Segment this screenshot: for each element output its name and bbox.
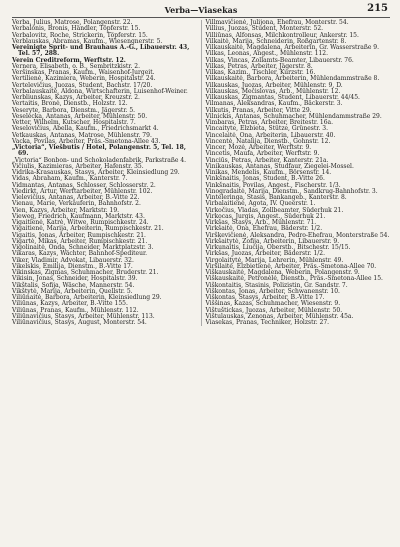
directory-entry: Virkunaitis, Liucija, Oberstb., Bitschestr. 15/15. bbox=[205, 244, 351, 251]
directory-entry: Vikštytė, Marija, Arbeiterin, Quellstr. 5. bbox=[12, 287, 133, 295]
directory-entry: Verbalauskaitė, Aldona, Wirtschafterin, Luisenhof-Weiner. bbox=[12, 87, 188, 95]
directory-entry: Vinkšnaitis, Povilas, Angest., Fischerstr. 1/3. bbox=[205, 181, 341, 189]
directory-entry: Virškevičienė, Aleksandra, Pedro-Ehefrau, Monterstraße 54. bbox=[205, 231, 390, 239]
directory-entry: Verba, Julius, Matrose, Polangenstr. 22. bbox=[12, 19, 133, 26]
directory-entry: Viliūnavičius, Stasys, August, Monterstr. 54. bbox=[12, 319, 147, 326]
directory-entry: Vilkas, Kazim., Tischler, Kurzstr. 16. bbox=[205, 69, 316, 76]
directory-entry: Vilkauskaitė, Magdalena, Arbeiterin, Gr. Wasserstraße 9. bbox=[205, 44, 380, 51]
directory-entry: Vilkas, Petras, Arbeiter, Jägerstr. 8. bbox=[205, 62, 313, 70]
directory-entry: Virkšas, Juozas, Arbeiter, Bäderstr. 1/2. bbox=[205, 250, 326, 258]
directory-entry: Vimbaras, Petras, Arbeiter, Breitestr. 16a. bbox=[205, 119, 333, 126]
directory-entry: Vinikauskas, Antanas, Studfaur, Ziegelei-Mossel. bbox=[205, 162, 354, 170]
directory-entry: Vieweg, Friedrich, Kaufmann, Marktstr. 43. bbox=[12, 212, 145, 220]
directory-entry: Vilkauskas, Zigmantas, Student, Libauerstr. 44/45. bbox=[205, 94, 360, 101]
directory-entry: Verbalonis, Bronis, Händler, Töpferstr. 15. bbox=[12, 25, 141, 33]
directory-entry: Virkšaitytė, Zofija, Arbeiterin, Libauerstr. 9. bbox=[205, 237, 340, 245]
directory-entry: Vigaitienė, Katrė, Witwe, Rumpischkestr. 24. bbox=[12, 219, 149, 226]
directory-entry: Vetkauskas, Antanas, Matrose, Mühlenstr. 79. bbox=[12, 131, 152, 139]
directory-entry-business: Verein Creditreform, Werftstr. 12. bbox=[12, 56, 126, 64]
right-column bbox=[201, 20, 391, 326]
directory-entry: Vertelevičius, Juozas, Student, Bachstr. 17/20. bbox=[12, 81, 153, 89]
directory-entry: Vinteleringa, Stasis, Bankangeb., Kanterstr. 8. bbox=[205, 194, 347, 201]
page-header bbox=[12, 5, 390, 16]
directory-entry: Vigaitienė, Marija, Arbeiterin, Rumpischkestr. 21. bbox=[12, 225, 164, 233]
directory-entry: Vinkšnaitis, Jonas, Student, B.-Vitte 26. bbox=[205, 175, 325, 183]
directory-entry: Vienau, Marie, Verkäuferin, Bahnhofstr. 2. bbox=[12, 200, 141, 208]
directory-entry: Vidas, Abraham, Kaufm., Kanterstr. 7. bbox=[12, 175, 128, 183]
running-head: Verba—Viasekas bbox=[164, 5, 238, 15]
directory-entry: Vernera, Elisabeth, o. B., Sembritzkistr. 2. bbox=[12, 62, 141, 70]
directory-entry: Villiūnas, Alfonsas, Milchkontrolleur, Ankerstr. 15. bbox=[205, 31, 359, 39]
directory-entry: Vilkauskaitė, Barbora, Arbeiterin, Mühlendammstraße 8. bbox=[205, 75, 380, 83]
directory-entry: Veselecka, Antanas, Arbeiter, Mühlenstr. 50. bbox=[12, 112, 148, 120]
directory-entry: Vigolinaitė, Onda, Schneider, Marktplatzstr. 3. bbox=[12, 244, 154, 251]
directory-entry: Vičiulis, Kazimieras, Arbeiter, Hafenstr. 35. bbox=[12, 162, 144, 170]
directory-entry-business: Vereinigte Sprit- und Brauhaus A.-G., Libauerstr. 43, Tel. 57, 288. bbox=[12, 44, 190, 58]
directory-entry: Vilkas, Leonas, Angest., Mühlenstr. 112. bbox=[205, 50, 329, 58]
left-column bbox=[12, 20, 197, 326]
page-number: 215 bbox=[367, 3, 388, 14]
directory-entry: Viškauskaitė, Magdalena, Weberin, Polangenstr. 9. bbox=[205, 269, 360, 276]
directory-entry: Vigaitis, Jonas, Arbeiter, Rumpischkestr. 21. bbox=[12, 231, 146, 239]
directory-entry: Vigartė, Mikas, Arbeiter, Rumpischkestr. 21. bbox=[12, 237, 148, 245]
directory-entry: Viasekas, Pranas, Techniker, Holzstr. 27. bbox=[205, 319, 330, 326]
directory-entry: Vincaityte, Elzbieta, Stütze, Grünestr. 3. bbox=[205, 125, 329, 133]
directory-entry: Vinciūs, Petras, Arbeiter, Kanterstr. 21a. bbox=[205, 156, 329, 164]
directory-entry: Vikaras, Kazys, Wächter, Bahnhof-Spediteur. bbox=[12, 250, 148, 258]
directory-entry: Verbliunskas, Kazys, Arbeiter, Kreuzstr. 2. bbox=[12, 94, 140, 101]
directory-entry: Vertilienė, Kazimiera, Weberin, Hospitalstr. 24. bbox=[12, 75, 156, 83]
directory-entry: Viškontas, Jonas, Arbeiter, Schwanenstr. 10. bbox=[205, 287, 340, 295]
directory-entry: „Victoria“ Bonbon- und Schokoladenfabrik, Parkstraße 4. bbox=[12, 156, 187, 164]
directory-entry: Vikinskas, Zigmas, Schuhmacher, Bruderstr. 21. bbox=[12, 269, 159, 276]
directory-entry: Viker, Vladimir, Advokat, Libauerstr. 32. bbox=[12, 256, 134, 264]
directory-entry: Vincetis, Maufa, Arbeiter, Werftstr. 9. bbox=[205, 150, 320, 158]
directory-entry: Veseryte, Barbora, Dienstm., Jägerstr. 5. bbox=[12, 106, 136, 114]
directory-entry: Vištuštickas, Juozas, Arbeiter, Mühlenstr. 50. bbox=[205, 306, 343, 314]
directory-entry: Vincentė, Natalija, Dienstb., Gohnstr. 12. bbox=[205, 137, 331, 145]
directory-entry: Virkocas, Jurgis, Angest., Süderhuk 21. bbox=[205, 212, 326, 220]
directory-entry: Vilmanas, Aleksandras, Kaufm., Bäckerstr. 3. bbox=[205, 100, 343, 108]
directory-entry: Vacka, Povilas, Arbeiter, Präs.-Smetona-Allee 43. bbox=[12, 137, 161, 145]
directory-entry: Vinogradaitė, Marija, Dienstm., Sandkrug-Bahnhofstr. 3. bbox=[205, 187, 378, 195]
directory-entry: Vertaitis, Bronė, Dienstb., Holzstr. 12. bbox=[12, 100, 128, 108]
directory-entry: Viliūnas, Pranas, Kaufm., Mühlenstr. 112. bbox=[12, 306, 139, 314]
directory-entry: Viliūnaitė, Barbora, Arbeiterin, Kleinsiedlung 29. bbox=[12, 294, 162, 301]
directory-entry: Vincelaitė, Ona, Arbeiterin, Libauerstr. 40. bbox=[205, 131, 336, 139]
directory-entry: Vilkutis, Pranas, Arbeiter, Vitte 29. bbox=[205, 106, 312, 114]
directory-entry: Viškontas, Stasys, Arbeiter, B.-Vitte 17. bbox=[205, 294, 325, 301]
header-rule bbox=[12, 17, 390, 18]
directory-entry: Viškontaitis, Stasinis, Polizistin, Gr. Sandstr. 7. bbox=[205, 281, 348, 289]
directory-entry: Vikisin, Jonas, Schneider, Hospitalstr. 39. bbox=[12, 275, 138, 283]
directory-entry: Viššinas, Kazas, Schuhmacher, Wiesenstr. 9. bbox=[205, 300, 341, 308]
directory-entry: Virkšaitė, Ona, Ehefrau, Bäderstr. 1/2. bbox=[205, 225, 323, 233]
directory-entry: Vilkauskas, Mečislovas, Arb., Mühlenstr. 12. bbox=[205, 87, 341, 95]
directory-entry: Verbalovitz, Roche, Strickerin, Töpferstr. 15. bbox=[12, 31, 148, 39]
directory-entry: Verblauskas, Abramas, Kaufm., Wiesengnerstr. 5. bbox=[12, 37, 163, 45]
directory-entry: Vetter, Wilhelm, Kutscher, Hospitalstr. 7. bbox=[12, 119, 136, 126]
directory-entry: Vidrika-Krasauskas, Stasys, Arbeiter, Kleinsiedlung 29. bbox=[12, 169, 180, 176]
directory-entry: Veselovičius, Abella, Kaufm., Friedrichsmarkt 4. bbox=[12, 125, 159, 133]
directory-entry: Vikelskis, Emilija, Dienstm., B.-Vitte 17. bbox=[12, 262, 133, 270]
directory-entry: Viršilaitė, Elzbietienė, Arbeiter, Präs.-Smetona-Allee 70. bbox=[205, 262, 377, 270]
directory-entry: Vilkaitė, Marija, Schneiderin, Roßgartenstr. 8. bbox=[205, 37, 347, 45]
directory-entry: Vikštalis, Sofija, Wäsche, Mannerstr. 54. bbox=[12, 281, 135, 289]
directory-entry: Vien, Kazys, Arbeiter, Marktstr. 19. bbox=[12, 206, 120, 214]
directory-entry: Vielevičius, Antanas, Arbeiter, B.-Vitte 22. bbox=[12, 194, 140, 201]
directory-entry: Viliūnavičius, Stasys, Arbeiter, Mühlenstr. 113. bbox=[12, 312, 155, 320]
directory-entry-business: „Victoria“, Viešbutis / Hotel, Polangenstr. 5, Tel. 18, 69. bbox=[12, 144, 186, 158]
directory-entry: Vidmantas, Antanas, Schlosser, Schlosserstr. 2. bbox=[12, 181, 156, 189]
directory-entry: Viliūnas, Kazys, Arbeiter, B.-Vitte 155. bbox=[12, 300, 128, 308]
directory-entry: Vilkas, Vincas, Zollamts-Beamter, Libauerstr. 76. bbox=[205, 56, 354, 64]
directory-columns bbox=[12, 20, 390, 326]
directory-entry: Villmavičienė, Julijona, Ehefrau, Monterstr. 54. bbox=[205, 19, 349, 26]
directory-entry: Vincer, Mozė, Arbeiter, Werftstr. 9. bbox=[205, 144, 312, 151]
directory-entry: Virbalaitienė, Agota, IV. Queerstr. 1. bbox=[205, 200, 316, 208]
directory-entry: Vilnickis, Antanas, Schuhmacher, Mühlendammstraße 29. bbox=[205, 112, 382, 120]
directory-entry: Virkočius, Vladas, Zollbeamter, Süderhuk 21. bbox=[205, 206, 344, 214]
directory-entry: Vilkauskas, Juozas, Arbeiter, Mühlenstr. 9, D. bbox=[205, 81, 343, 89]
directory-entry: Virkšas, Stasys, Arb., Mühlenstr. 71. bbox=[205, 219, 317, 226]
directory-entry: Viedirkt, Artur, Werftarbeiter, Mühlenstr. 102. bbox=[12, 187, 153, 195]
directory-entry: Veršinskas, Pranas, Kaufm., Waisenhof-Jurgeit. bbox=[12, 69, 155, 76]
directory-entry: Villius, Juozas, Student, Monterstr. 52. bbox=[205, 25, 324, 33]
directory-entry: Viškauskaitė, Petronėlė, Dienstb., Präs.-Smetona-Allee 15. bbox=[205, 275, 383, 283]
directory-entry: Vištulauskas, Zenonas, Arbeiter, Mühlenstr. 45a. bbox=[205, 312, 354, 320]
directory-entry: Virgolaitytė, Marija, Lehrerin, Mühlenstr. 49. bbox=[205, 256, 344, 264]
directory-entry: Vinikas, Mendelis, Kaufm., Börsenstr. 14. bbox=[205, 169, 332, 176]
